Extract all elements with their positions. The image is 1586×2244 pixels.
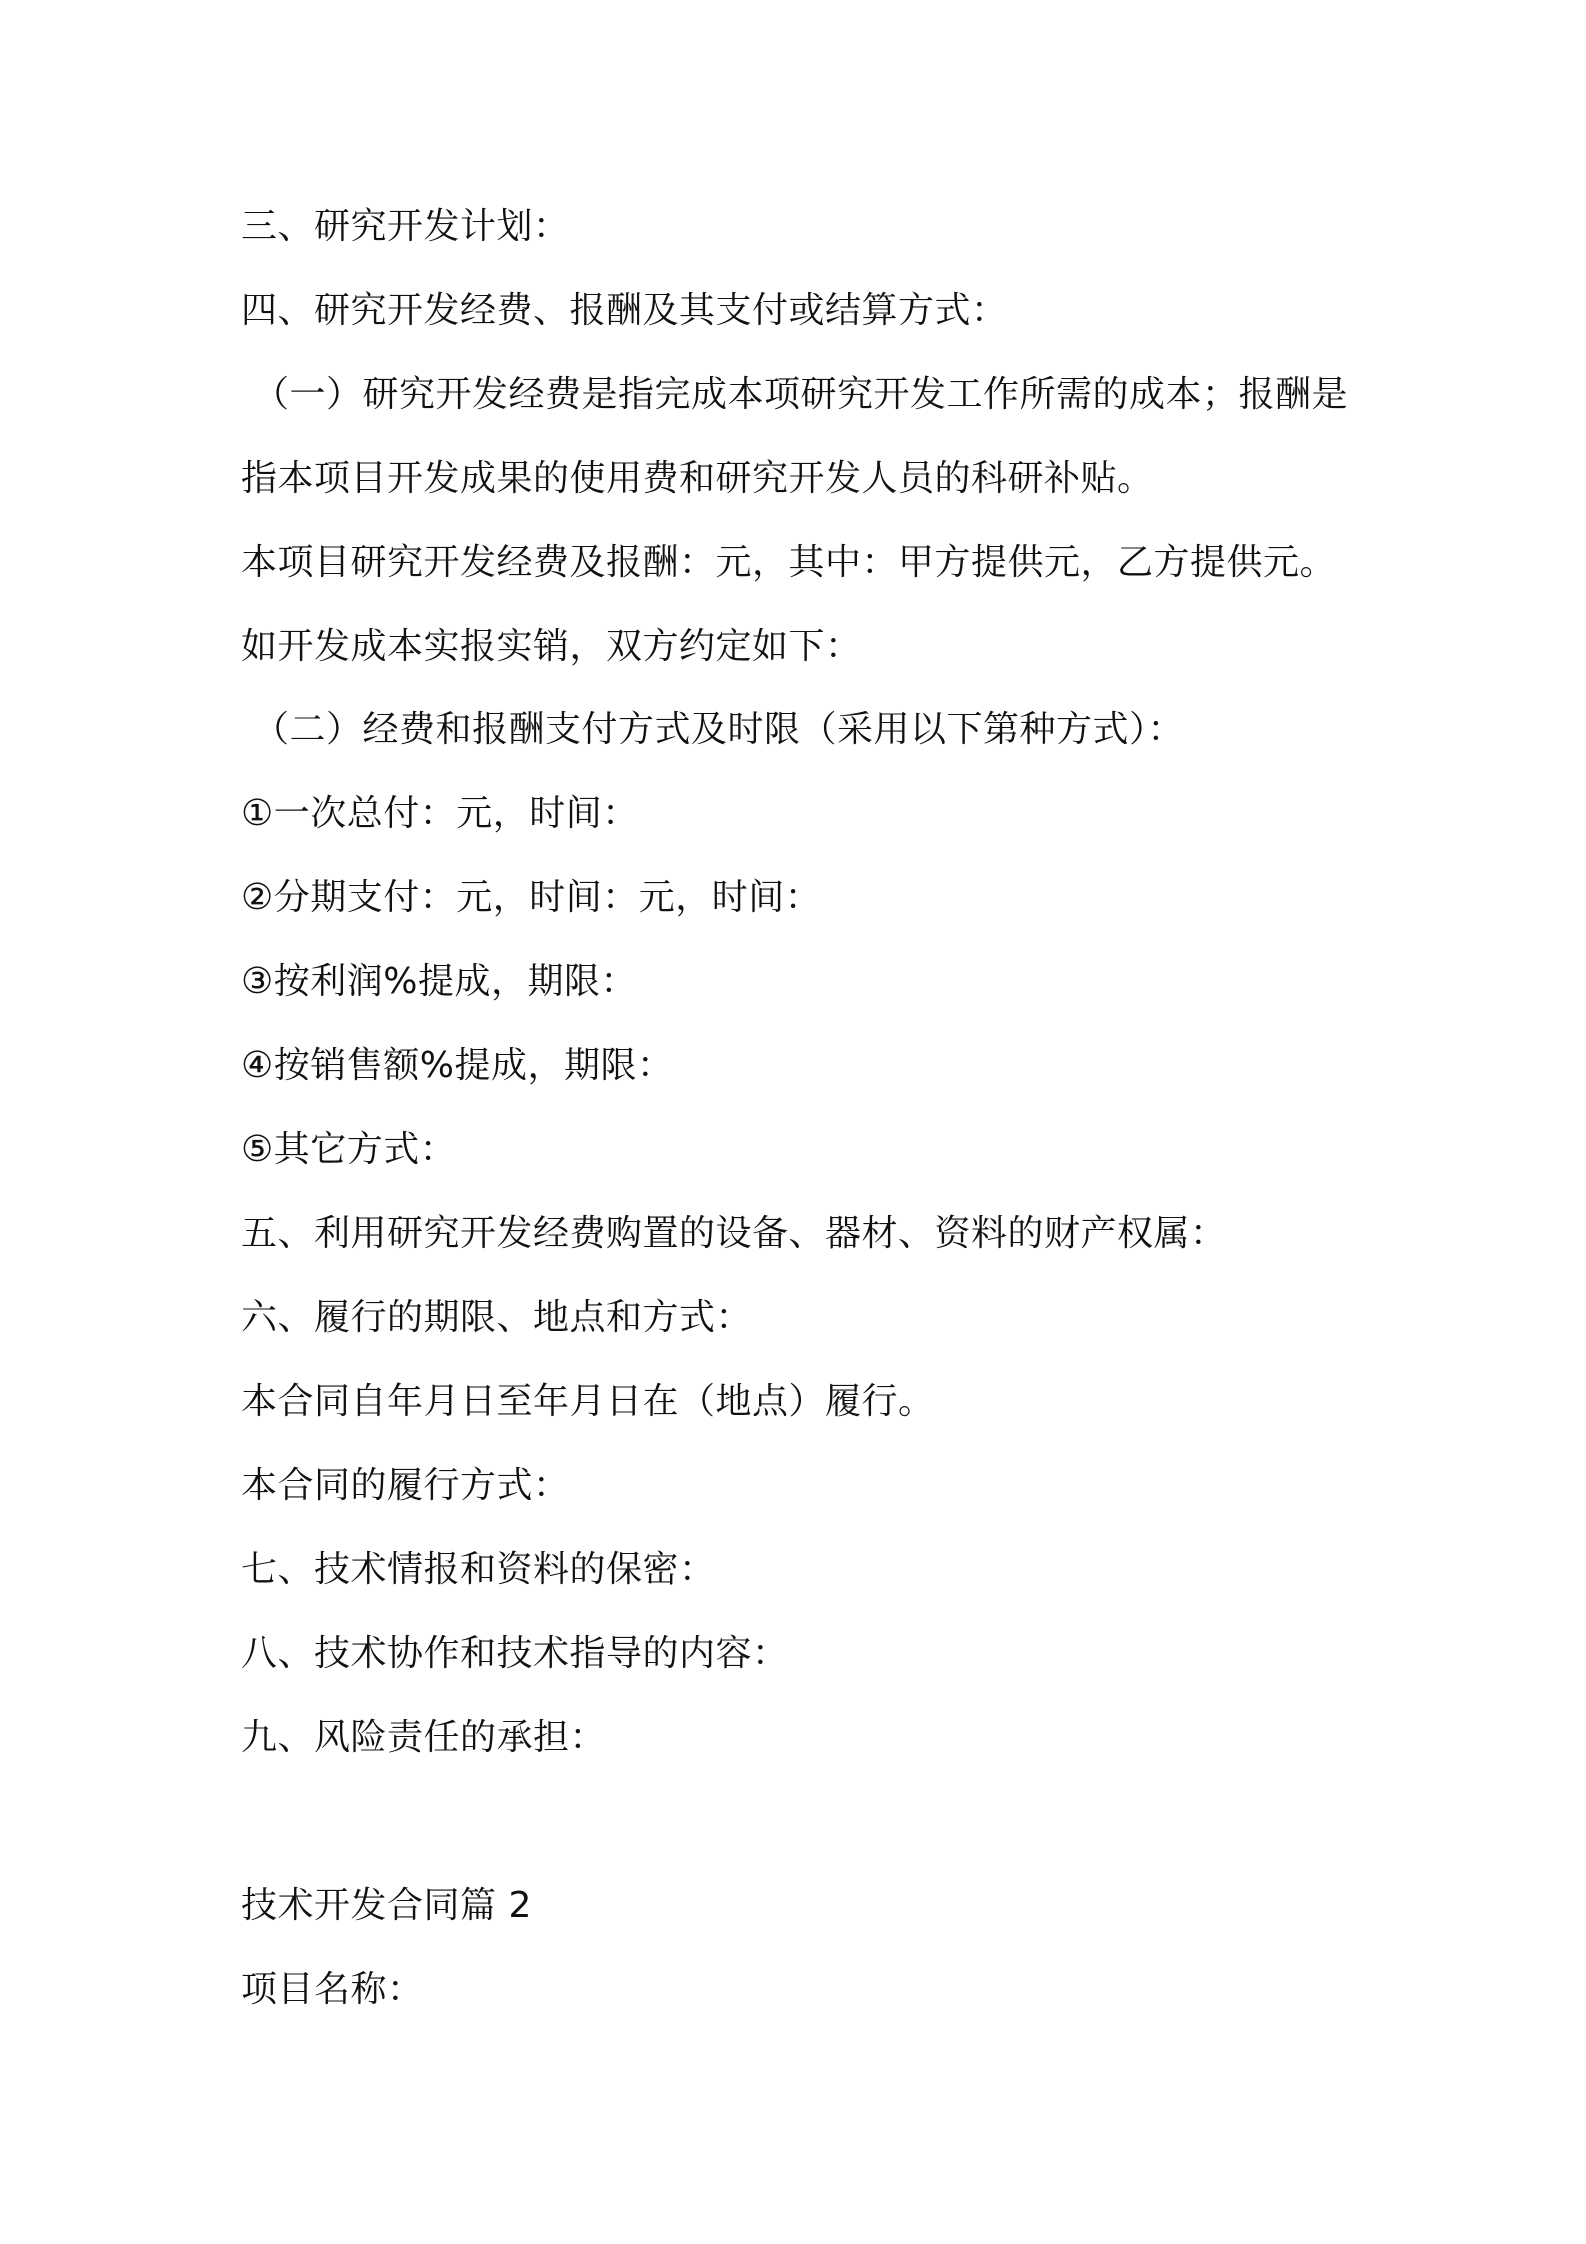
section-six-heading: 六、履行的期限、地点和方式： (241, 1297, 753, 1338)
subsection-one-continued: 指本项目开发成果的使用费和研究开发人员的科研补贴。 (241, 458, 1154, 499)
payment-option-4: ④按销售额%提成，期限： (241, 1045, 674, 1086)
project-name-label: 项目名称： (241, 1969, 424, 2010)
contract-part-2-title: 技术开发合同篇 2 (241, 1885, 532, 1926)
section-nine-heading: 九、风险责任的承担： (241, 1717, 607, 1758)
section-seven-heading: 七、技术情报和资料的保密： (241, 1549, 716, 1590)
subsection-two-text: （二）经费和报酬支付方式及时限（采用以下第种方式）： (253, 709, 1185, 750)
section-five-heading: 五、利用研究开发经费购置的设备、器材、资料的财产权属： (241, 1213, 1227, 1254)
payment-option-2: ②分期支付：元，时间：元，时间： (241, 877, 822, 918)
cost-reimbursement-text: 如开发成本实报实销，双方约定如下： (241, 626, 862, 667)
performance-period-text: 本合同自年月日至年月日在（地点）履行。 (241, 1381, 935, 1422)
funding-amount-text: 本项目研究开发经费及报酬：元，其中：甲方提供元，乙方提供元。 (241, 542, 1337, 583)
section-eight-heading: 八、技术协作和技术指导的内容： (241, 1633, 789, 1674)
performance-method-text: 本合同的履行方式： (241, 1465, 570, 1506)
payment-option-1: ①一次总付：元，时间： (241, 793, 639, 834)
section-four-heading: 四、研究开发经费、报酬及其支付或结算方式： (241, 290, 1008, 331)
section-three-heading: 三、研究开发计划： (241, 206, 570, 247)
subsection-one-text: （一）研究开发经费是指完成本项研究开发工作所需的成本；报酬是 (253, 374, 1349, 415)
payment-option-3: ③按利润%提成，期限： (241, 961, 637, 1002)
payment-option-5: ⑤其它方式： (241, 1129, 457, 1170)
